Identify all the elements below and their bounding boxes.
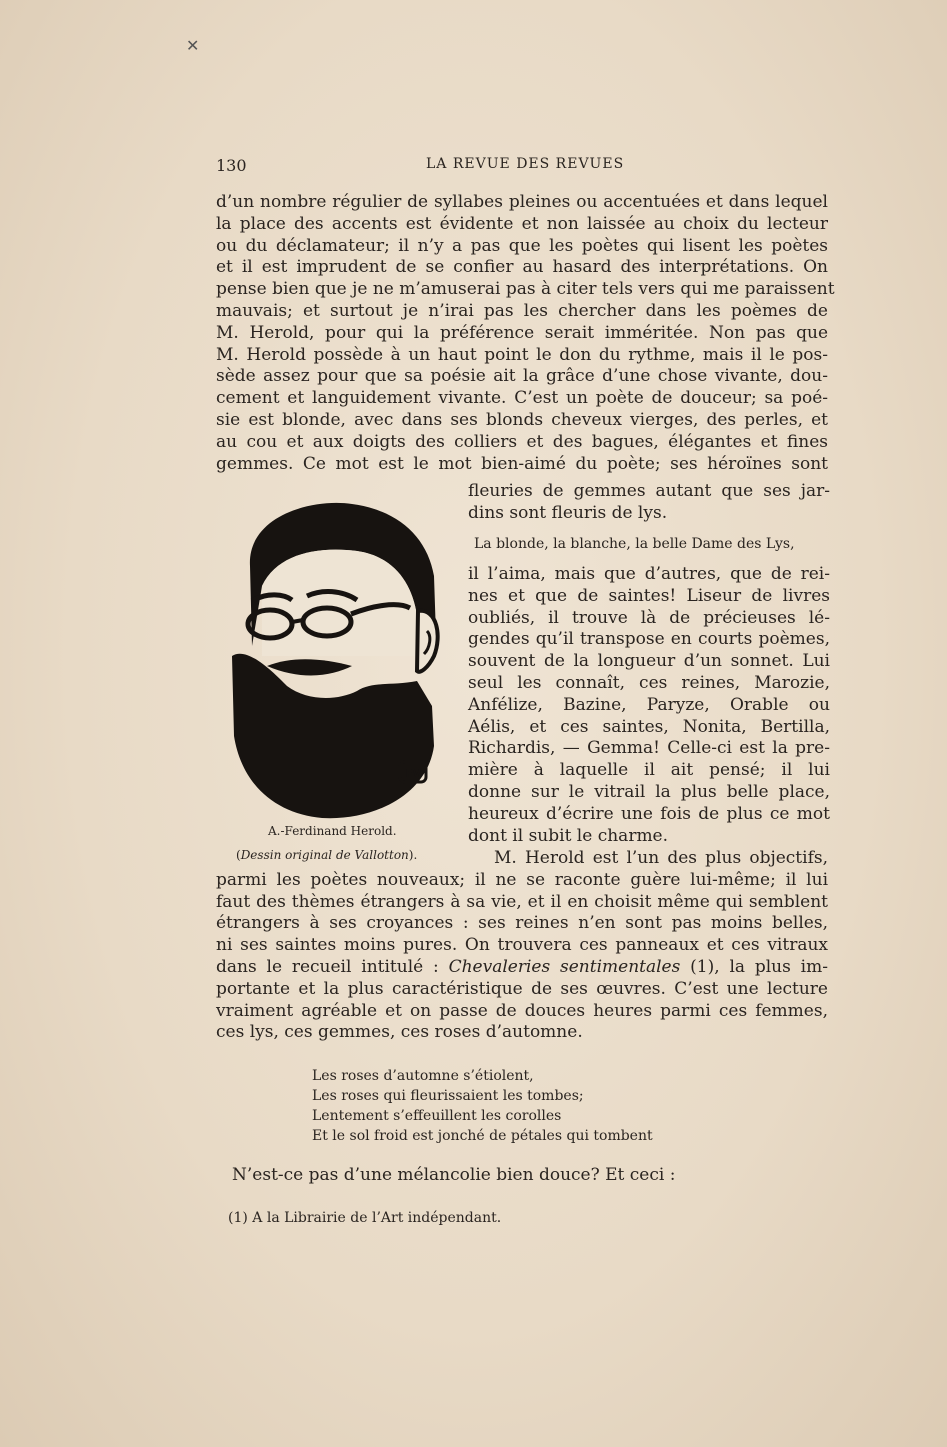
text-line: mière à laquelle il ait pensé; il lui <box>468 760 830 781</box>
text-line: Anfélize, Bazine, Paryze, Orable ou <box>468 694 830 715</box>
page-header <box>216 156 828 178</box>
text-line: mauvais; et surtout je n’irai pas les chercher dans les poèmes de <box>216 300 828 321</box>
text-line: M. Herold, pour qui la préférence serait imméritée. Non pas que <box>216 322 828 343</box>
text-line: dans le recueil intitulé : Chevaleries sentimentales (1), la plus im- <box>216 956 828 977</box>
text-line: souvent de la longueur d’un sonnet. Lui <box>468 651 830 672</box>
text-line: seul les connaît, ces reines, Marozie, <box>468 672 830 693</box>
text-line: donne sur le vitrail la plus belle place, <box>468 781 830 802</box>
text-line: ces lys, ces gemmes, ces roses d’automne. <box>216 1022 583 1043</box>
footnote: (1) A la Librairie de l’Art indépendant. <box>228 1210 502 1226</box>
text-line: sède assez pour que sa poésie ait la grâce d’une chose vivante, dou- <box>216 366 828 387</box>
text-line: faut des thèmes étrangers à sa vie, et il en choisit même qui semblent <box>216 891 828 912</box>
artist-monogram: FV <box>405 767 422 780</box>
portrait-illustration <box>222 496 442 821</box>
paragraph-3 <box>468 564 830 847</box>
poem-excerpt <box>312 1066 653 1146</box>
caption-name: A.-Ferdinand Herold. <box>268 824 397 838</box>
text-line: dont il subit le charme. <box>468 825 669 846</box>
text-line: portante et la plus caractéristique de ses œuvres. C’est une lecture <box>216 978 828 999</box>
poem-line: Les roses qui fleurissaient les tombes; <box>312 1088 584 1104</box>
text-line: nes et que de saintes! Liseur de livres <box>468 585 830 606</box>
text-line: sie est blonde, avec dans ses blonds cheveux vierges, des perles, et <box>216 409 828 430</box>
text-line: M. Herold possède à un haut point le don du rythme, mais il le pos- <box>216 344 828 365</box>
text-line: M. Herold est l’un des plus objectifs, <box>494 848 828 868</box>
text-line: parmi les poètes nouveaux; il ne se raconte guère lui-même; il lui <box>216 869 828 890</box>
paragraph-2 <box>468 481 830 525</box>
text-line: Aélis, et ces saintes, Nonita, Bertilla, <box>468 716 830 737</box>
text-line: et il est imprudent de se confier au hasard des interprétations. On <box>216 257 828 278</box>
paragraph-4 <box>216 848 828 1044</box>
text-line: étrangers à ses croyances : ses reines n’en sont pas moins belles, <box>216 913 828 934</box>
text-line: il l’aima, mais que d’autres, que de rei- <box>468 564 830 584</box>
poem-line: Et le sol froid est jonché de pétales qui tombent <box>312 1128 653 1144</box>
caption-credit: (Dessin original de Vallotton). <box>236 848 418 862</box>
page-number: 130 <box>216 156 247 175</box>
text-line: oubliés, il trouve là de précieuses lé- <box>468 607 830 628</box>
book-title: Chevaleries sentimentales <box>448 956 681 977</box>
poem-line: Lentement s’effeuillent les corolles <box>312 1108 562 1124</box>
paragraph-1 <box>216 192 835 475</box>
poem-line: Les roses d’automne s’étiolent, <box>312 1068 534 1084</box>
text-line: heureux d’écrire une fois de plus ce mot <box>468 803 830 824</box>
closing-line: N’est-ce pas d’une mélancolie bien douce? Et ceci : <box>232 1165 676 1185</box>
text-line: Richardis, — Gemma! Celle-ci est la pre- <box>468 738 830 759</box>
quoted-verse: La blonde, la blanche, la belle Dame des Lys, <box>474 536 795 552</box>
running-title: LA REVUE DES REVUES <box>426 156 625 172</box>
text-line: la place des accents est évidente et non laissée au choix du lecteur <box>216 213 828 234</box>
text-line: gemmes. Ce mot est le mot bien-aimé du poète; ses héroïnes sont <box>216 453 828 474</box>
text-line: ou du déclamateur; il n’y a pas que les poètes qui lisent les poètes <box>216 235 828 256</box>
text-line: fleuries de gemmes autant que ses jar- <box>468 481 830 501</box>
stray-mark: ✕ <box>186 36 200 55</box>
text-line: ni ses saintes moins pures. On trouvera ces panneaux et ces vitraux <box>216 935 828 956</box>
text-line: cement et languidement vivante. C’est un poète de douceur; sa poé- <box>216 388 828 409</box>
text-line: dins sont fleuris de lys. <box>468 502 668 523</box>
text-line: d’un nombre régulier de syllabes pleines ou accentuées et dans lequel <box>216 192 828 212</box>
text-line: pense bien que je ne m’amuserai pas à citer tels vers qui me paraissent <box>216 279 835 300</box>
text-line: vraiment agréable et on passe de douces heures parmi ces femmes, <box>216 1000 828 1021</box>
text-line: gendes qu’il transpose en courts poèmes, <box>468 629 830 650</box>
text-line: au cou et aux doigts des colliers et des bagues, élégantes et fines <box>216 431 828 452</box>
